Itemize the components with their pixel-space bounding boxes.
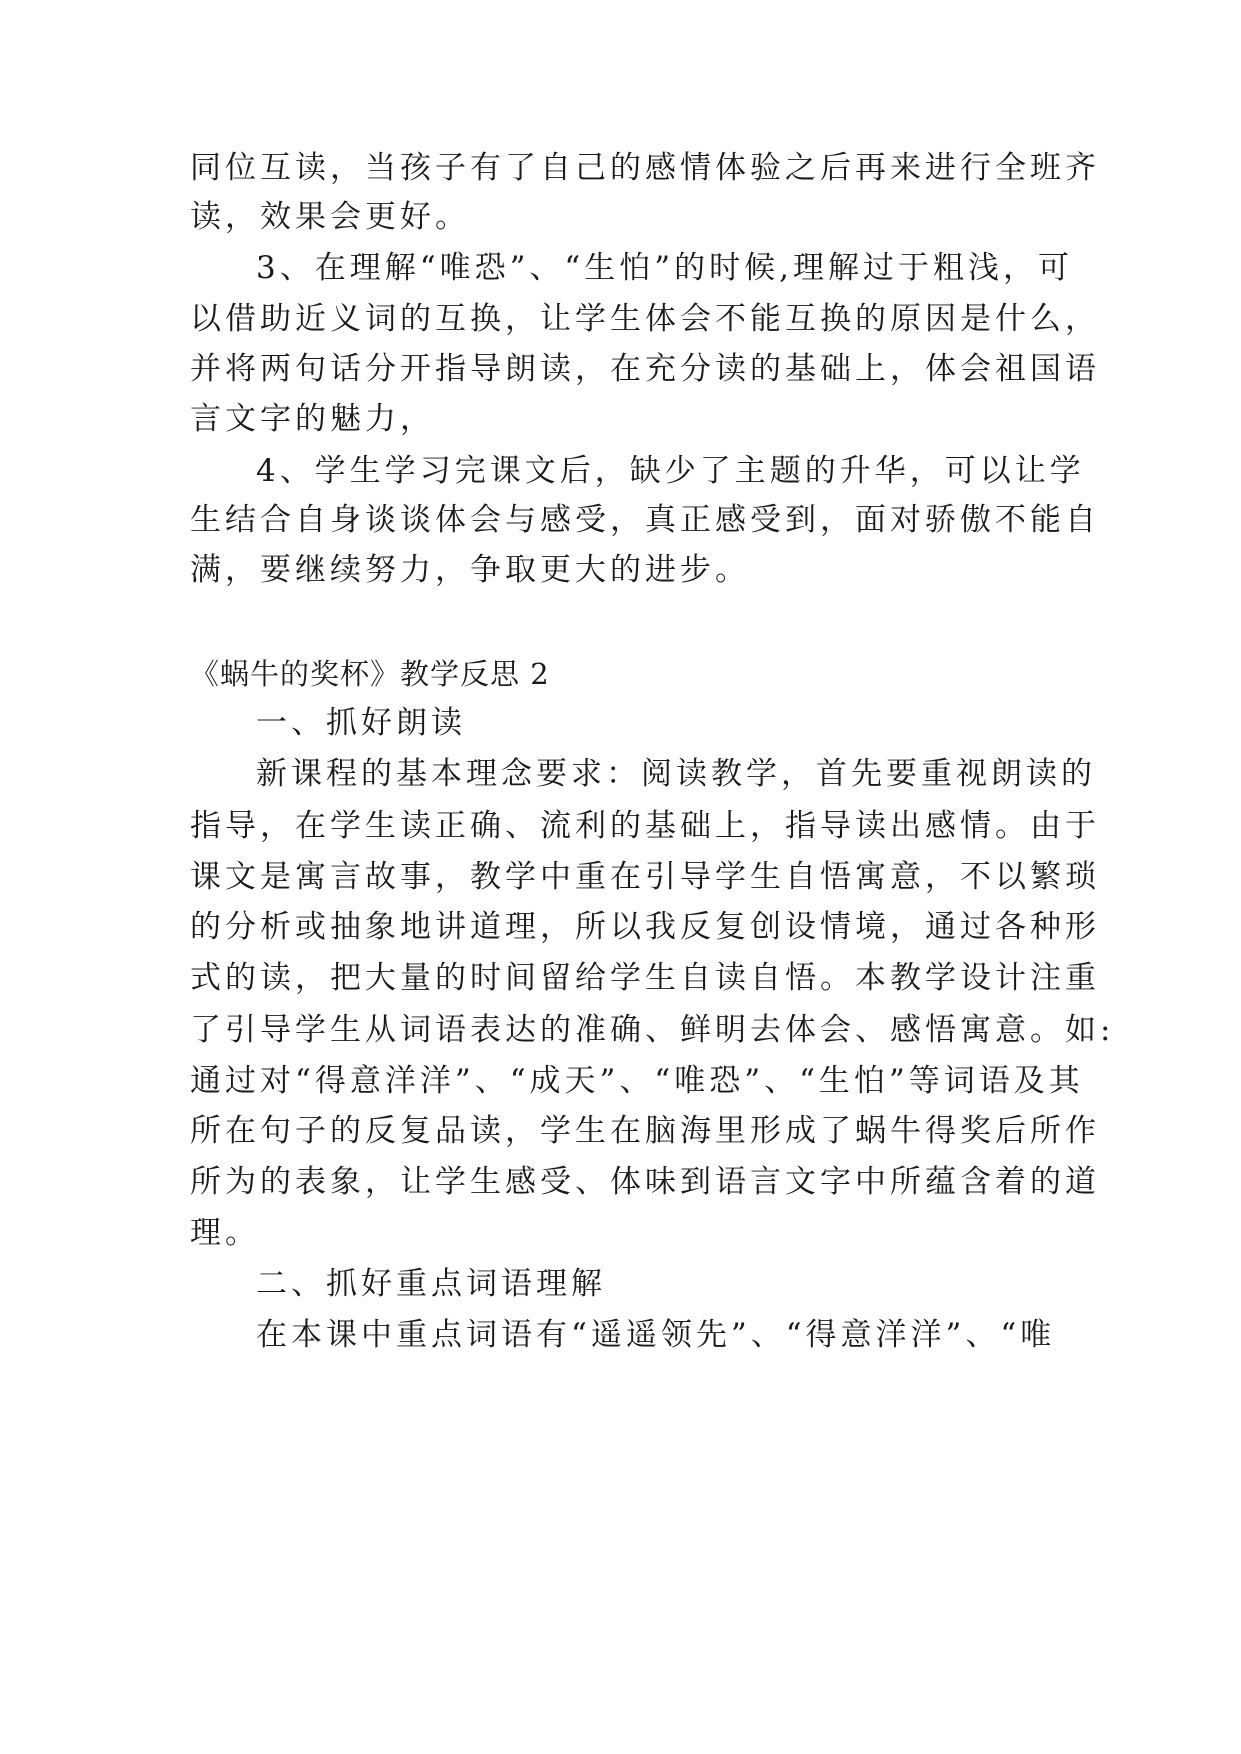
text-line: 读，效果会更好。 — [190, 199, 470, 235]
text-line: 生结合自身谈谈体会与感受，真正感受到，面对骄傲不能自 — [190, 502, 1100, 538]
text-line: 同位互读，当孩子有了自己的感情体验之后再来进行全班齐 — [190, 150, 1100, 186]
text-line: 指导，在学生读正确、流利的基础上，指导读出感情。由于 — [190, 808, 1100, 844]
text-line: 3、在理解“唯恐”、“生怕”的时候,理解过于粗浅，可 — [256, 250, 1073, 286]
text-line: 以借助近义词的互换，让学生体会不能互换的原因是什么， — [190, 301, 1100, 337]
section-title: 《蜗牛的奖杯》教学反思 2 — [190, 657, 550, 691]
text-line: 课文是寓言故事，教学中重在引导学生自悟寓意，不以繁琐 — [190, 859, 1100, 895]
text-line: 4、学生学习完课文后，缺少了主题的升华，可以让学 — [256, 453, 1085, 489]
text-line: 理。 — [190, 1215, 260, 1251]
text-line: 所为的表象，让学生感受、体味到语言文字中所蕴含着的道 — [190, 1164, 1100, 1200]
text-line: 并将两句话分开指导朗读，在充分读的基础上，体会祖国语 — [190, 351, 1100, 387]
text-line: 满，要继续努力，争取更大的进步。 — [190, 552, 750, 588]
text-line: 所在句子的反复品读，学生在脑海里形成了蜗牛得奖后所作 — [190, 1113, 1100, 1149]
text-line: 了引导学生从词语表达的准确、鲜明去体会、感悟寓意。如: — [190, 1012, 1115, 1048]
text-line: 式的读，把大量的时间留给学生自读自悟。本教学设计注重 — [190, 960, 1100, 996]
section-heading: 二、抓好重点词语理解 — [256, 1266, 606, 1302]
text-line: 新课程的基本理念要求：阅读教学，首先要重视朗读的 — [256, 756, 1096, 792]
text-line: 言文字的魅力， — [190, 401, 435, 437]
text-line: 通过对“得意洋洋”、“成天”、“唯恐”、“生怕”等词语及其 — [190, 1063, 1084, 1099]
text-line: 在本课中重点词语有“遥遥领先”、“得意洋洋”、“唯 — [256, 1317, 1056, 1353]
text-line: 的分析或抽象地讲道理，所以我反复创设情境，通过各种形 — [190, 909, 1100, 945]
section-heading: 一、抓好朗读 — [256, 705, 466, 741]
